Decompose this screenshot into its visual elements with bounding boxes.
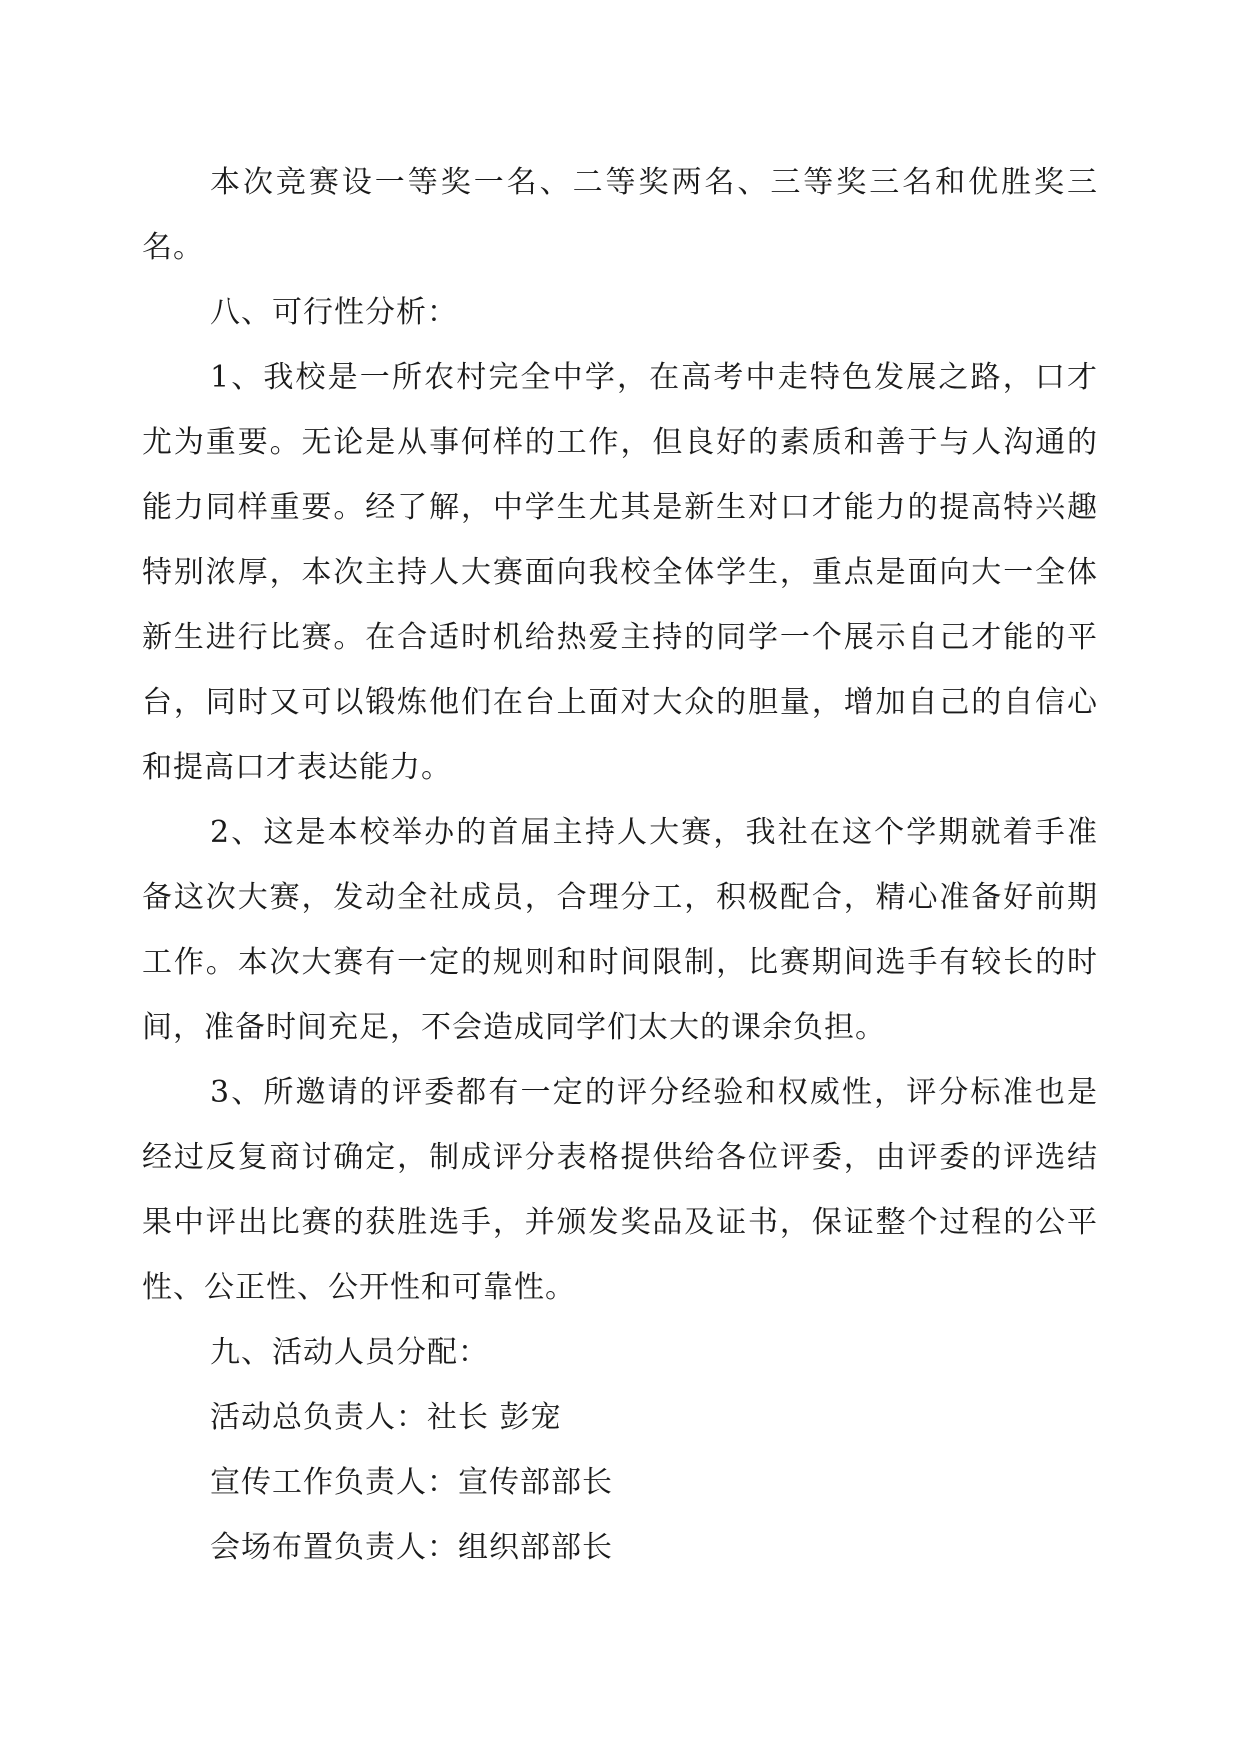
staff-line-publicity: 宣传工作负责人：宣传部部长: [210, 1465, 613, 1500]
heading-staff-allocation: 九、活动人员分配：: [210, 1335, 489, 1370]
staff-line-venue: 会场布置负责人：组织部部长: [210, 1530, 613, 1565]
paragraph-feasibility-2: 2、这是本校举办的首届主持人大赛，我社在这个学期就着手准备这次大赛，发动全社成员，合理分工，积极配合，精心准备好前期工作。本次大赛有一定的规则和时间限制，比赛期间选手有较长的时间，准备时间充足，不会造成同学们太大的课余负担。: [142, 815, 1098, 1045]
paragraph-awards: 本次竞赛设一等奖一名、二等奖两名、三等奖三名和优胜奖三名。: [142, 165, 1098, 265]
document-body: [142, 150, 1098, 1580]
staff-line-overall: 活动总负责人：社长 彭宠: [210, 1400, 562, 1435]
paragraph-feasibility-3: 3、所邀请的评委都有一定的评分经验和权威性，评分标准也是经过反复商讨确定，制成评分表格提供给各位评委，由评委的评选结果中评出比赛的获胜选手，并颁发奖品及证书，保证整个过程的公平性、公正性、公开性和可靠性。: [142, 1075, 1098, 1305]
heading-feasibility-analysis: 八、可行性分析：: [210, 295, 458, 330]
paragraph-feasibility-1: 1、我校是一所农村完全中学，在高考中走特色发展之路，口才尤为重要。无论是从事何样的工作，但良好的素质和善于与人沟通的能力同样重要。经了解，中学生尤其是新生对口才能力的提高特兴趣特别浓厚，本次主持人大赛面向我校全体学生，重点是面向大一全体新生进行比赛。在合适时机给热爱主持的同学一个展示自己才能的平台，同时又可以锻炼他们在台上面对大众的胆量，增加自己的自信心和提高口才表达能力。: [142, 360, 1098, 785]
